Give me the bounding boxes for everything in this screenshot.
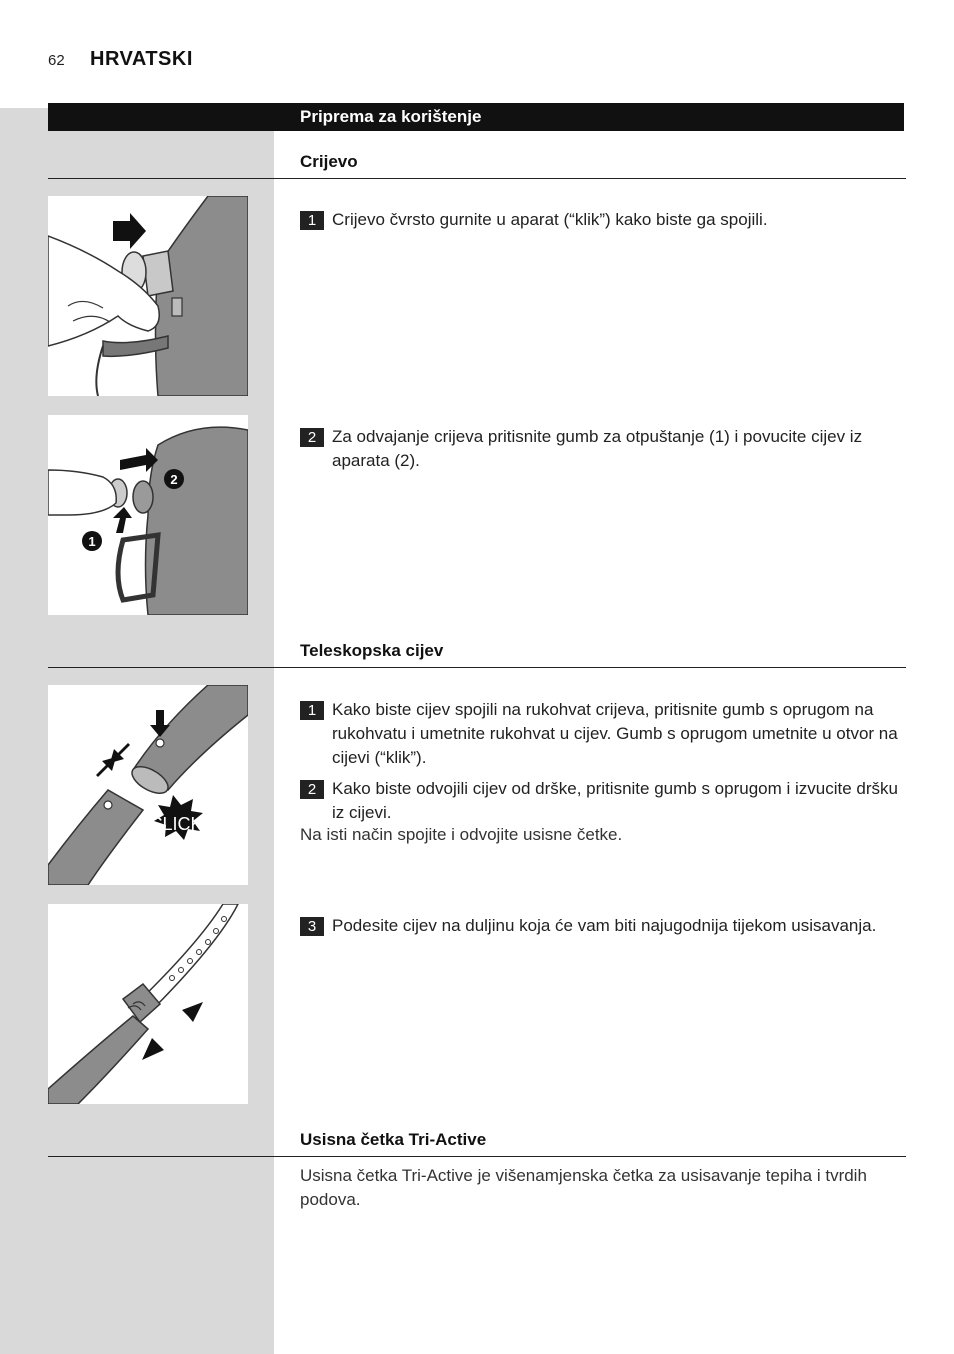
figure-label-1: 1 (88, 534, 96, 549)
figure-pointer (248, 691, 274, 719)
step-text: Crijevo čvrsto gurnite u aparat (“klik”) kako biste ga spojili. (332, 210, 768, 229)
figure-hose-release (48, 415, 248, 615)
step-number-badge: 3 (300, 917, 324, 936)
language-header: HRVATSKI (90, 48, 193, 70)
subheading-usisna-cetka: Usisna četka Tri-Active (300, 1130, 487, 1149)
figure-pointer (248, 910, 274, 938)
subheading-teleskopska-cijev: Teleskopska cijev (300, 641, 444, 660)
step-teleskopska-2 (300, 777, 906, 825)
step-number-badge: 1 (300, 211, 324, 230)
step-number-badge: 2 (300, 428, 324, 447)
figure-pointer (248, 202, 274, 230)
divider-rule (48, 667, 906, 668)
note-text: Na isti način spojite i odvojite usisne četke. (300, 825, 623, 844)
figure-hose-insert (48, 196, 248, 396)
figure-pointer (248, 421, 274, 449)
figure-click-label: CLICK (149, 814, 203, 834)
figure-label-2: 2 (170, 472, 178, 487)
step-crijevo-1 (300, 208, 906, 232)
step-text: Kako biste cijev spojili na rukohvat crijeva, pritisnite gumb s oprugom na rukohvatu i umetnite rukohvat u cijev. Gumb s oprugom umetnite u otvor na cijevi (“klik”). (332, 700, 898, 767)
page-number: 62 (48, 52, 65, 69)
section-title: Priprema za korištenje (300, 107, 482, 126)
figure-tube-length (48, 904, 248, 1104)
step-number-badge: 1 (300, 701, 324, 720)
divider-rule (48, 178, 906, 179)
step-crijevo-2 (300, 425, 906, 473)
step-text: Za odvajanje crijeva pritisnite gumb za otpuštanje (1) i povucite cijev iz aparata (2). (332, 427, 863, 470)
paragraph-usisna-cetka: Usisna četka Tri-Active je višenamjenska četka za usisavanje tepiha i tvrdih podova. (300, 1166, 867, 1209)
figure-tube-connect (48, 685, 248, 885)
step-teleskopska-1 (300, 698, 906, 770)
step-text: Kako biste odvojili cijev od drške, pritisnite gumb s oprugom i izvucite dršku iz cijevi. (332, 779, 898, 822)
step-text: Podesite cijev na duljinu koja će vam biti najugodnija tijekom usisavanja. (332, 916, 877, 935)
step-teleskopska-3 (300, 914, 906, 938)
divider-rule (48, 1156, 906, 1157)
subheading-crijevo: Crijevo (300, 152, 358, 171)
step-number-badge: 2 (300, 780, 324, 799)
